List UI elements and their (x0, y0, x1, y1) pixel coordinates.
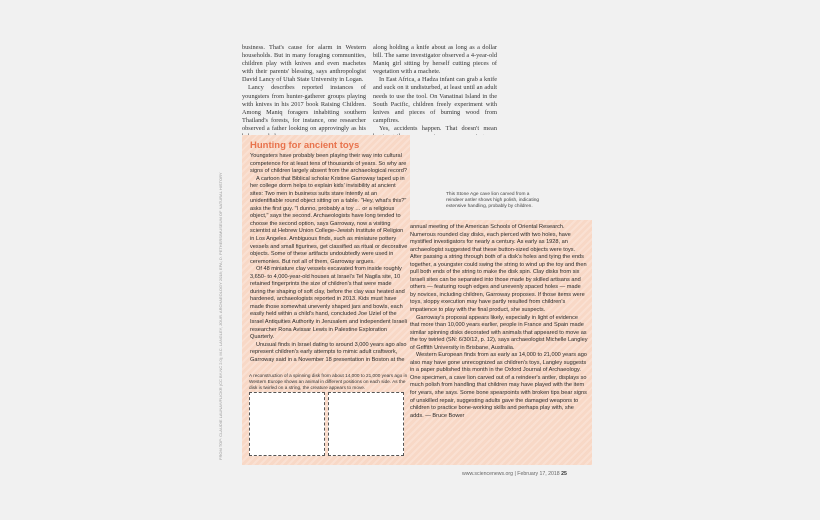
footer-separator: | (514, 471, 518, 477)
photo-credit: FROM TOP: CLAUDIE LAUNAY/FLICKR (CC BY-NC 2.0); M.C. LANGLEY, JOUR. ARCHAEOLOGY 2018; EPA; D. PETHERS/MUSEUM OF NATURAL HISTORY (218, 172, 223, 460)
page-footer (462, 471, 567, 477)
paragraph: In East Africa, a Hadza infant can grab a knife and suck on it undisturbed, at least until an adult needs to use the tool. On Vanatinai Island in the South Pacific, children freely experiment with knives and pieces of burning wood from campfires. (373, 76, 497, 124)
page-number: 25 (561, 471, 567, 477)
sidebar-left-column (250, 153, 408, 364)
sidebar-right-column (410, 224, 588, 420)
paragraph: Of 48 miniature clay vessels excavated from inside roughly 3,650- to 4,000-year-old houses at Israel's Tel Nagila site, 10 retained fingerprints the size of children's that were made during the shaping of soft clay, before the clay was heated and hardened, archaeologists reported in 2013. Kids must have made those somewhat unevenly shaped jars and bowls, each easily held within a child's hand, concluded Joe Uziel of the Israel Antiquities Authority in Jerusalem and independent Israeli researcher Rona Avissar Lewis in Palestine Exploration Quarterly. (250, 266, 408, 341)
disk-photo-right (328, 392, 404, 456)
paragraph: annual meeting of the American Schools of Oriental Research. Numerous rounded clay disks, each pierced with two holes, have mystified investigators for nearly a century. As early as 1928, an archaeologist suggested that these button-sized objects were toys. After passing a string through both of a disk's holes and tying the ends together, a youngster could swing the string to wind up the toy and then pull both ends of the string to make the disk spin. Clay disks from six Israeli sites can be separated into those made by skilled artisans and others — featuring rough edges and unevenly spaced holes — made by novices, including children, Garroway proposes. If those items were toys, sloppy execution may have partly resulted from children's impatience to play with the final product, she suspects. (410, 224, 587, 314)
top-right-column (373, 44, 497, 149)
paragraph: Yes, accidents happen. That doesn't mean (379, 124, 497, 132)
footer-date: February 17, 2018 (517, 471, 560, 477)
disk-caption: A reconstruction of a spinning disk from about 14,000 to 21,000 years ago in Western Europe shows an animal in different positions on each side. As the disk is twirled on a string, the creature appears to move. (249, 373, 408, 390)
paragraph: Unusual finds in Israel dating to around 3,000 years ago also represent children's early attempts to mimic adult craftwork, Garroway said in a November 18 presentation in Boston at the (250, 341, 407, 363)
paragraph: A cartoon that Biblical scholar Kristine Garroway taped up in her college dorm helps to explain kids' invisibility at ancient sites: Two men in business suits stare intently at an unidentifiable round object sitting on a table. "Hey, what's this?" asks the first guy. "I dunno, probably a toy … or a religious object," says the second. Archaeologists have long tended to choose the second option, says Garroway, now a visiting scientist at Hebrew Union College–Jewish Institute of Religion in Los Angeles. Ambiguous finds, such as miniature pottery vessels and small figurines, get classified as ritual or decorative objects. Some of these artifacts undoubtedly were used in ceremonies. But not all of them, Garroway argues. (250, 175, 408, 265)
paragraph: business. That's cause for alarm in Western households. But in many foraging communities, children play with knives and even machetes with their parents' blessing, says anthropologist David Lancy of Utah State University in Logan. (242, 44, 366, 84)
paragraph: Western European finds from as early as 14,000 to 21,000 years ago also may have gone unrecognized as children's toys, Langley suggests in a paper published this month in the Oxford Journal of Archaeology. One specimen, a cave lion carved out of a reindeer's antler, displays so much polish from handling that children may have played with the item for years, she says. Some bone spearpoints with broken tips bear signs of unskilled repair, suggesting adults gave the damaged weapons to children to practice bone-working skills and perhaps play with, she adds. — Bruce Bower (410, 352, 587, 419)
top-left-column (242, 44, 366, 141)
paragraph: Youngsters have probably been playing their way into cultural competence for at least tens of thousands of years. So why are signs of children largely absent from the archaeological record? (250, 153, 408, 175)
paragraph: Garroway's proposal appears likely, especially in light of evidence that more than 10,000 years earlier, people in France and Spain made similar spinning disks decorated with animals that appeared to move as the toy twirled (SN: 6/30/12, p. 12), says archaeologist Michelle Langley of Griffith University in Brisbane, Australia. (410, 314, 588, 351)
disk-photo-left (249, 392, 325, 456)
paragraph: along holding a knife about as long as a dollar bill. The same investigator observed a 4-year-old Maniq girl sitting by herself cutting pieces of vegetation with a machete. (373, 44, 497, 76)
footer-url: www.sciencenews.org (462, 471, 514, 477)
lion-caption: This Stone Age cave lion carved from a reindeer antler shows high polish, indicating extensive handling, probably by children. (446, 192, 540, 209)
paragraph: Lancy describes reported instances of youngsters from hunter-gatherer groups playing with knives in his 2017 book Raising Children. Among Maniq foragers inhabiting southern Thailand's forests, for instance, one researcher observed a father looking on approvingly as his (242, 84, 366, 132)
sidebar-title: Hunting for ancient toys (250, 140, 360, 151)
